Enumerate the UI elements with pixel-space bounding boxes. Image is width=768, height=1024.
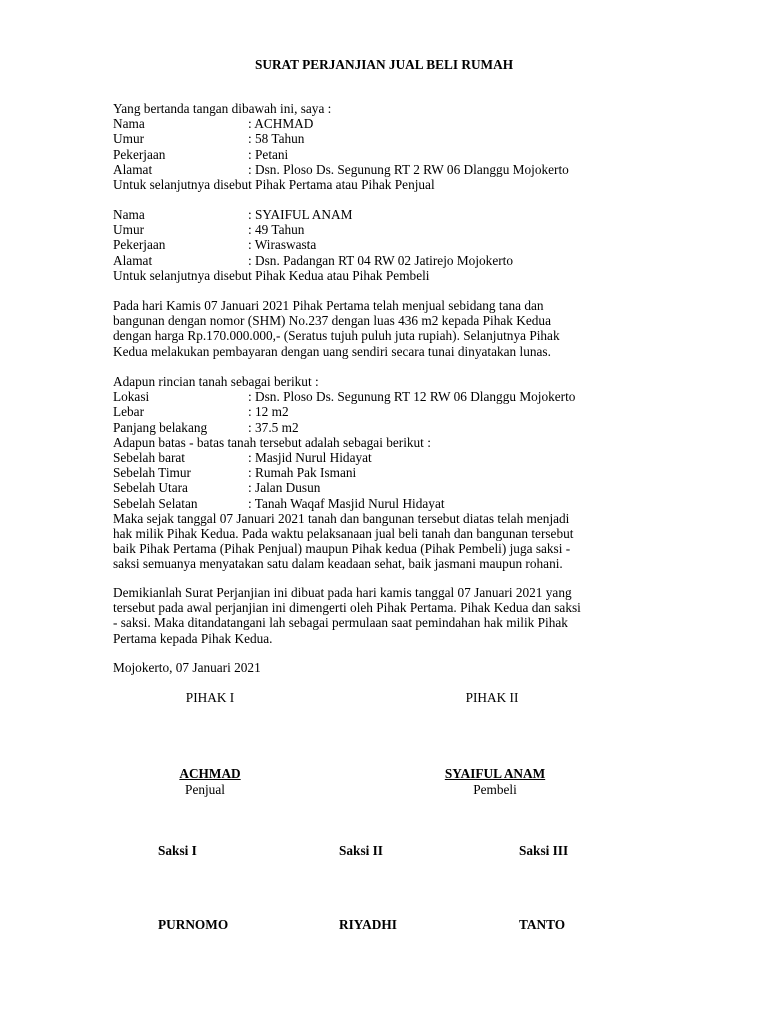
- paragraph-line: dengan harga Rp.170.000.000,- (Seratus tujuh puluh juta rupiah). Selanjutnya Pihak: [113, 328, 560, 344]
- witness-name: RIYADHI: [339, 917, 397, 932]
- paragraph-line: Pada hari Kamis 07 Januari 2021 Pihak Pertama telah menjual sebidang tana dan: [113, 298, 544, 313]
- witness-heading: Saksi III: [519, 843, 569, 858]
- closing-paragraph: [113, 585, 653, 646]
- field-value: : Dsn. Ploso Ds. Segunung RT 2 RW 06 Dlanggu Mojokerto: [248, 161, 569, 177]
- intro-text: Yang bertanda tangan dibawah ini, saya :: [113, 101, 332, 116]
- paragraph-line: - saksi. Maka ditandatangani lah sebagai permulaan saat pemindahan hak milik Pihak: [113, 615, 568, 631]
- paragraph-line: tersebut pada awal perjanjian ini dimengerti oleh Pihak Pertama. Pihak Kedua dan saksi: [113, 600, 581, 616]
- field-value: : Tanah Waqaf Masjid Nurul Hidayat: [248, 495, 445, 511]
- field-label: Lokasi: [113, 389, 150, 405]
- pihak2-role: Pembeli: [473, 782, 517, 797]
- party1-field: [113, 162, 653, 177]
- party2-note: Untuk selanjutnya disebut Pihak Kedua atau Pihak Pembeli: [113, 267, 430, 283]
- party2-field: [113, 253, 653, 268]
- field-value: : Dsn. Padangan RT 04 RW 02 Jatirejo Mojokerto: [248, 252, 513, 268]
- land-field: [113, 389, 653, 404]
- witness-heading: Saksi I: [158, 843, 197, 858]
- paragraph-line: Maka sejak tanggal 07 Januari 2021 tanah dan bangunan tersebut diatas telah menjadi: [113, 510, 570, 526]
- field-label: Umur: [113, 222, 145, 238]
- field-label: Alamat: [113, 252, 153, 268]
- party1-field: [113, 116, 653, 131]
- place-date: Mojokerto, 07 Januari 2021: [113, 660, 261, 675]
- field-label: Sebelah Utara: [113, 480, 188, 496]
- field-value: : SYAIFUL ANAM: [248, 207, 353, 222]
- bound-field: [113, 480, 653, 495]
- field-label: Pekerjaan: [113, 146, 166, 162]
- paragraph-line: baik Pihak Pertama (Pihak Penjual) maupun Pihak kedua (Pihak Pembeli) juga saksi -: [113, 541, 571, 557]
- pihak1-role: Penjual: [185, 782, 225, 797]
- pihak1-heading: PIHAK I: [185, 690, 235, 705]
- field-value: : 49 Tahun: [248, 222, 305, 238]
- land-heading: Adapun rincian tanah sebagai berikut :: [113, 374, 319, 389]
- pihak2-name: SYAIFUL ANAM: [444, 766, 546, 781]
- sale-paragraph: [113, 298, 653, 359]
- field-value: : Masjid Nurul Hidayat: [248, 449, 372, 465]
- party2-section: [113, 207, 653, 283]
- witness-heading: Saksi II: [339, 843, 383, 858]
- land-field: [113, 404, 653, 419]
- witness-name: TANTO: [519, 917, 566, 932]
- pihak2-heading: PIHAK II: [465, 690, 519, 705]
- party2-field: [113, 207, 653, 222]
- field-value: : Petani: [248, 146, 289, 162]
- paragraph-line: bangunan dengan nomor (SHM) No.237 dengan luas 436 m2 kepada Pihak Kedua: [113, 313, 551, 329]
- land-field: [113, 420, 653, 435]
- party1-section: [113, 101, 653, 192]
- bounds-heading: Adapun batas - batas tanah tersebut adalah sebagai berikut :: [113, 434, 431, 450]
- field-value: : Jalan Dusun: [248, 480, 321, 496]
- field-label: Pekerjaan: [113, 237, 166, 253]
- paragraph-line: Kedua melakukan pembayaran dengan uang sendiri secara tunai dinyatakan lunas.: [113, 343, 551, 359]
- field-label: Panjang belakang: [113, 419, 208, 435]
- field-value: : Dsn. Ploso Ds. Segunung RT 12 RW 06 Dlanggu Mojokerto: [248, 389, 576, 405]
- party2-field: [113, 222, 653, 237]
- paragraph-line: Pertama kepada Pihak Kedua.: [113, 630, 273, 646]
- field-label: Sebelah Timur: [113, 465, 191, 481]
- land-details-section: [113, 374, 653, 571]
- field-value: : Rumah Pak Ismani: [248, 465, 357, 481]
- field-label: Lebar: [113, 404, 145, 420]
- party1-field: [113, 147, 653, 162]
- party1-field: [113, 131, 653, 146]
- field-value: : ACHMAD: [248, 116, 314, 132]
- document-title: SURAT PERJANJIAN JUAL BELI RUMAH: [254, 57, 514, 72]
- field-label: Nama: [113, 116, 145, 132]
- field-label: Nama: [113, 207, 145, 222]
- party1-note: Untuk selanjutnya disebut Pihak Pertama atau Pihak Penjual: [113, 176, 435, 192]
- bound-field: [113, 465, 653, 480]
- field-value: : 58 Tahun: [248, 131, 305, 147]
- field-label: Umur: [113, 131, 145, 147]
- bound-field: [113, 496, 653, 511]
- field-value: : 37.5 m2: [248, 419, 299, 435]
- paragraph-line: saksi semuanya menyatakan satu dalam keadaan sehat, baik jasmani maupun rohani.: [113, 556, 563, 572]
- field-value: : Wiraswasta: [248, 237, 317, 253]
- field-value: : 12 m2: [248, 404, 289, 420]
- paragraph-line: hak milik Pihak Kedua. Pada waktu pelaksanaan jual beli tanah dan bangunan tersebut: [113, 525, 574, 541]
- party2-field: [113, 237, 653, 252]
- field-label: Alamat: [113, 161, 153, 177]
- bound-field: [113, 450, 653, 465]
- field-label: Sebelah Selatan: [113, 495, 198, 511]
- witness-name: PURNOMO: [158, 917, 229, 932]
- pihak1-name: ACHMAD: [179, 766, 241, 781]
- paragraph-line: Demikianlah Surat Perjanjian ini dibuat pada hari kamis tanggal 07 Januari 2021 yang: [113, 585, 572, 600]
- field-label: Sebelah barat: [113, 449, 185, 465]
